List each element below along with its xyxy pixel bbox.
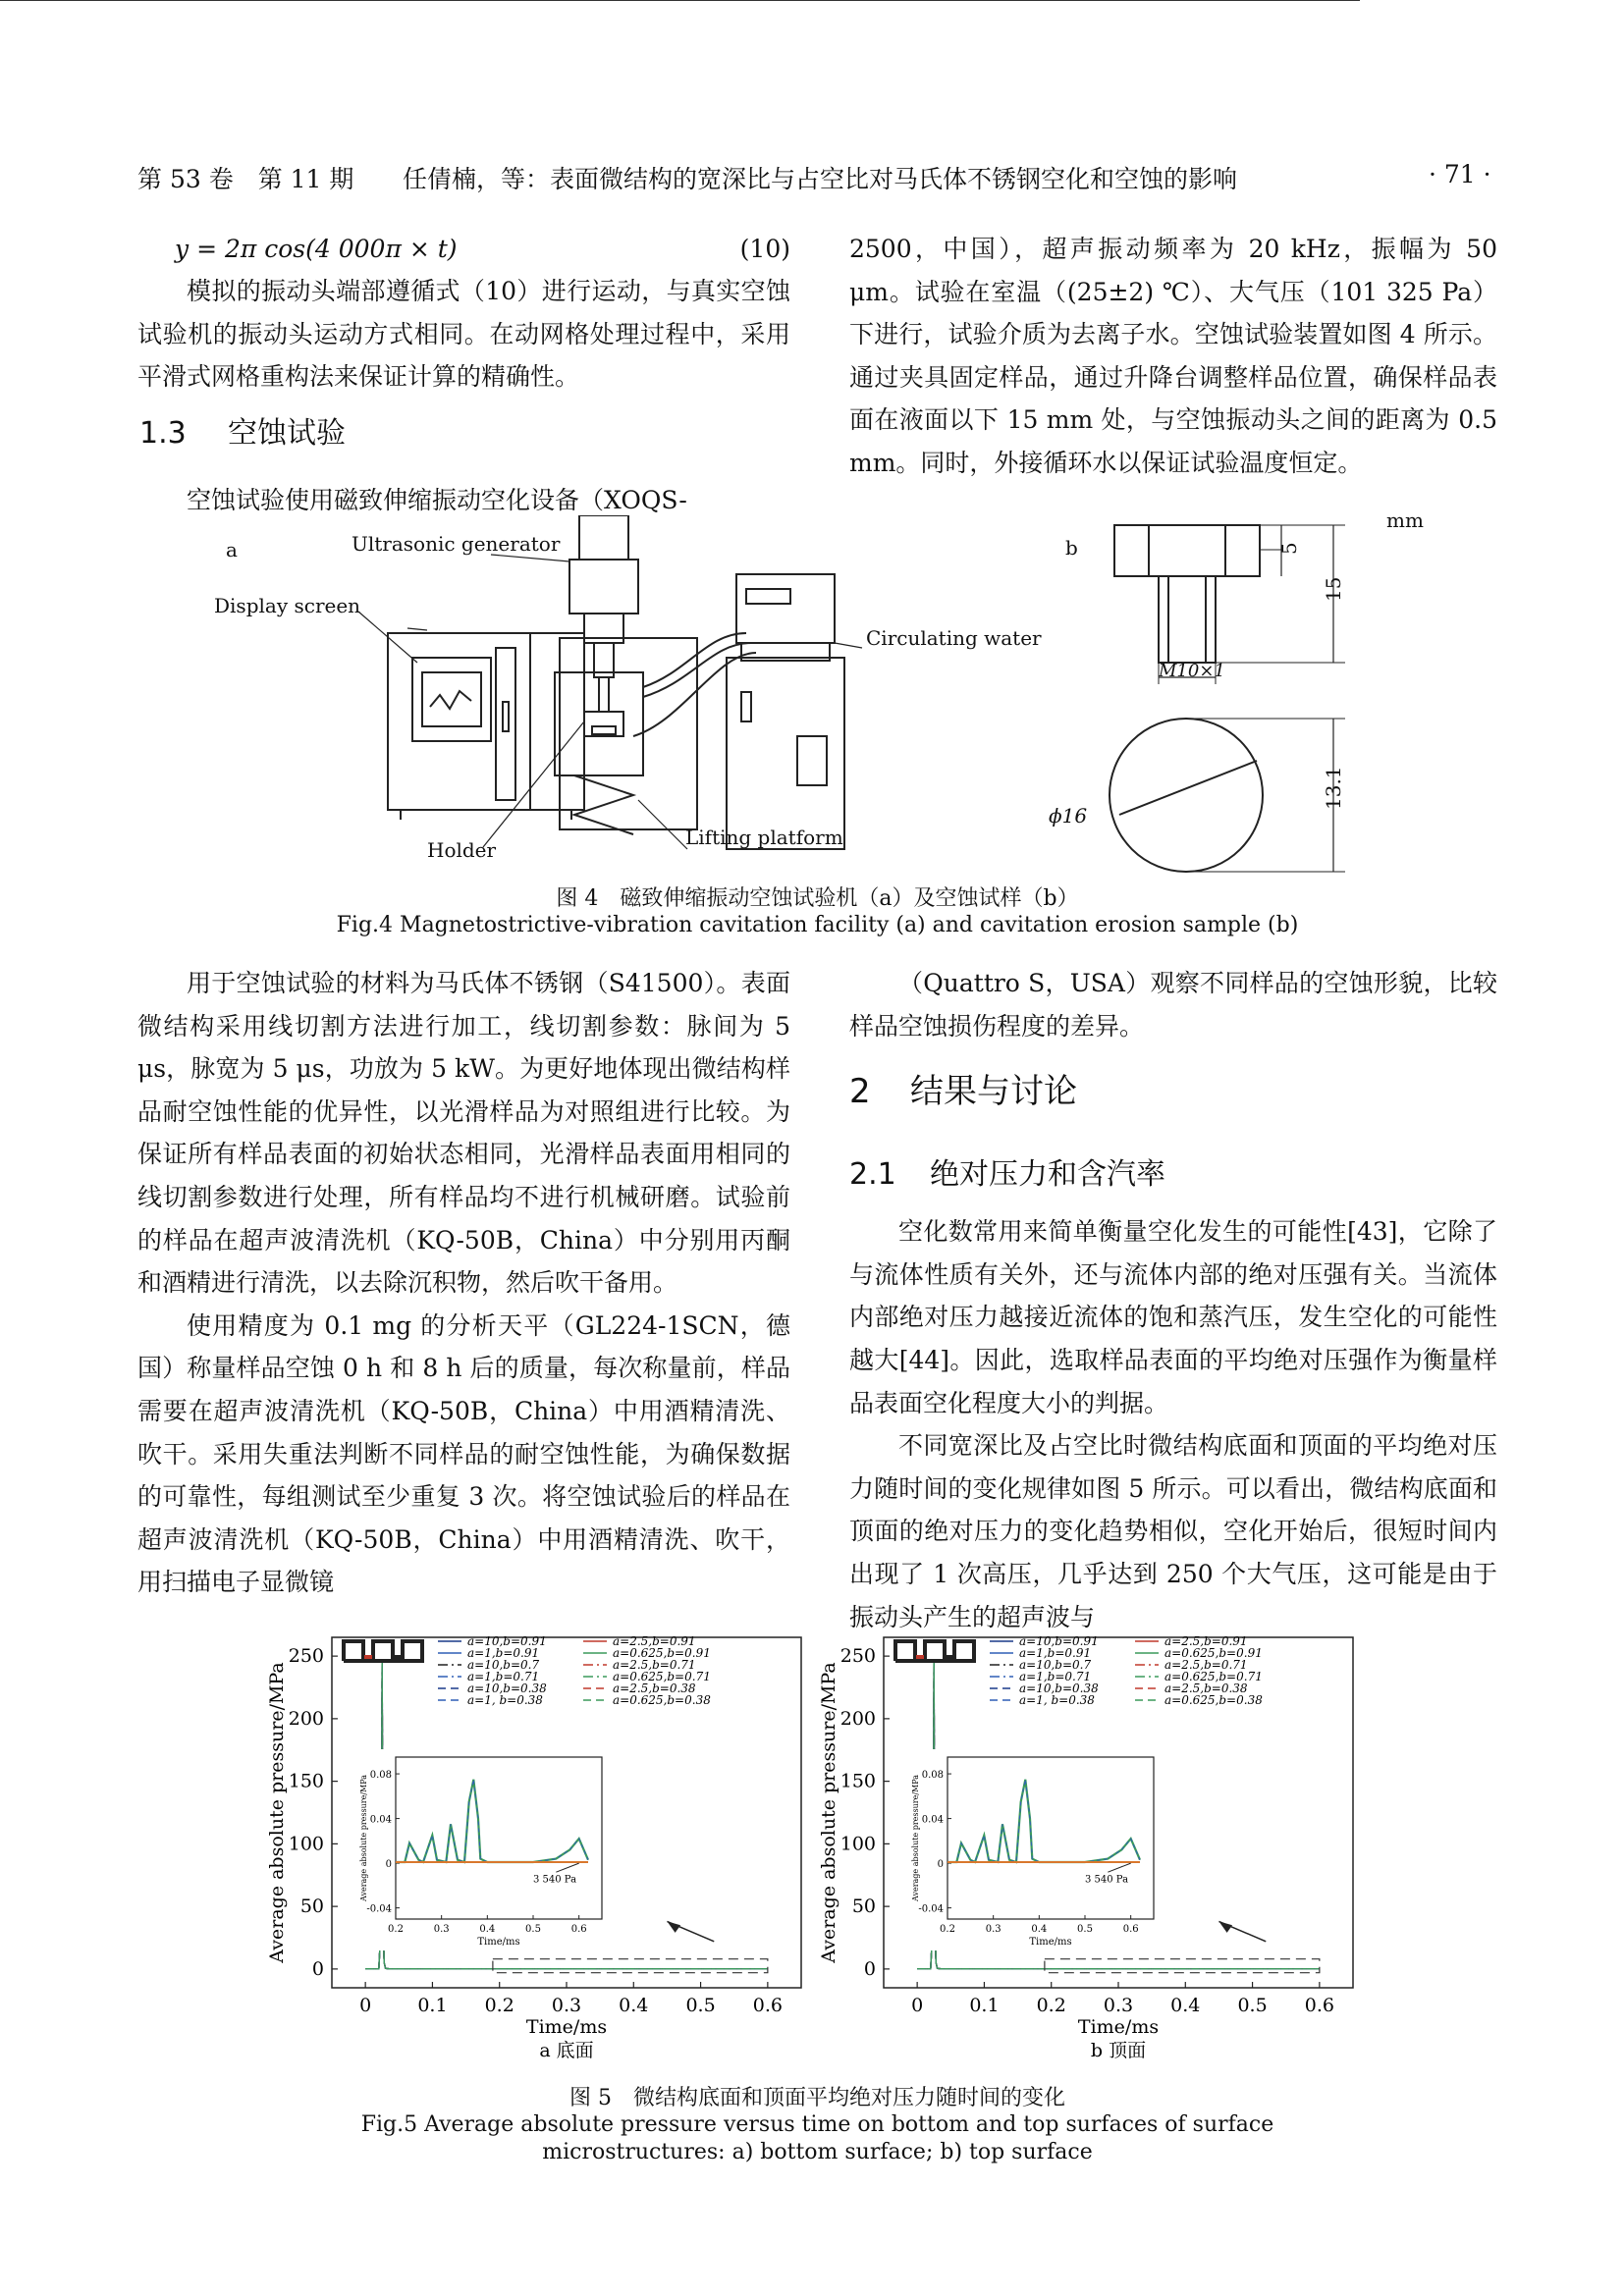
fig5b-chart (815, 1629, 1365, 2081)
chiller-display (746, 589, 790, 604)
x-tick-label: 0 (911, 1995, 924, 2016)
label-display: Display screen (214, 594, 361, 617)
label-lifting: Lifting platform (685, 826, 843, 849)
sample-thread (1159, 576, 1216, 663)
zoom-region-box (1045, 1959, 1320, 1973)
label-holder: Holder (427, 838, 497, 862)
journal-volume: 第 53 卷 第 11 期 (137, 165, 354, 193)
legend-label: a=10,b=0.7 (467, 1658, 540, 1672)
fig5-caption-cn: 图 5 微结构底面和顶面平均绝对压力随时间的变化 (569, 2086, 1065, 2110)
microstructure-icon (344, 1641, 422, 1661)
paragraph: 用于空蚀试验的材料为马氏体不锈钢（S41500）。表面微结构采用线切割方法进行加工，线切割参数：脉间为 5 μs，脉宽为 5 μs，功放为 5 kW。为更好地体现出微结构样品耐空蚀性能的优异性，以光滑样品为对照组进行比较。为保证所有样品表面的初始状态相同，光滑样品表面用相同的线切割参数进行处理，所有样品均不进行机械研磨。试验前的样品在超声波清洗机（KQ-50B，China）中分别用丙酮和酒精进行清洗，以去除沉积物，然后吹干备用。 (137, 969, 790, 1298)
subfigure-label: a 底面 (539, 2040, 594, 2061)
legend (990, 1634, 1263, 1707)
right-top-column (849, 228, 1497, 485)
inset-x-tick-label: 0.3 (985, 1924, 1001, 1935)
x-tick-label: 0.5 (685, 1995, 716, 2016)
inset-x-tick-label: 0.3 (433, 1924, 450, 1935)
page-number: · 71 · (1429, 160, 1491, 188)
x-tick-label: 0.4 (1170, 1995, 1201, 2016)
section-title: 绝对压力和含汽率 (930, 1157, 1165, 1193)
paragraph: 空蚀试验使用磁致伸缩振动空化设备（XOQS- (187, 485, 687, 514)
legend-label: a=0.625,b=0.38 (1164, 1693, 1263, 1707)
x-tick-label: 0.4 (619, 1995, 649, 2016)
section-heading-2-1 (849, 1138, 1497, 1210)
legend-label: a=0.625,b=0.71 (1164, 1670, 1263, 1683)
inset-frame (396, 1757, 602, 1919)
dim-5: 5 (1277, 542, 1301, 555)
microstructure-profile (895, 1641, 974, 1661)
y-tick-label: 150 (288, 1770, 324, 1792)
y-tick-label: 200 (839, 1707, 876, 1730)
legend-label: a=10,b=0.38 (467, 1682, 547, 1695)
inset-x-tick-label: 0.6 (1122, 1924, 1139, 1935)
inset-y-tick-label: 0.04 (921, 1814, 944, 1826)
inset-x-tick-label: 0.6 (570, 1924, 587, 1935)
probe (599, 677, 609, 712)
inset-frame (947, 1757, 1154, 1919)
y-tick-label: 50 (851, 1896, 876, 1918)
inset-y-axis-label: Average absolute pressure/MPa (359, 1775, 368, 1901)
legend-label: a=0.625,b=0.91 (1164, 1646, 1263, 1660)
y-tick-label: 100 (288, 1833, 324, 1855)
inset-x-tick-label: 0.4 (1031, 1924, 1048, 1935)
inset-x-tick-label: 0.2 (940, 1924, 955, 1935)
x-tick-label: 0 (359, 1995, 372, 2016)
left-bottom-column (137, 962, 790, 1604)
y-tick-label: 0 (863, 1957, 876, 1980)
inset-y-tick-label: 0.08 (369, 1770, 392, 1782)
inset-x-tick-label: 0.4 (479, 1924, 496, 1935)
legend-label: a=10,b=0.91 (1019, 1634, 1099, 1648)
zoom-arrow-head (1218, 1921, 1232, 1932)
inset-x-tick-label: 0.5 (1077, 1924, 1093, 1935)
y-tick-label: 50 (299, 1896, 324, 1918)
label-ultrasonic: Ultrasonic generator (352, 532, 561, 556)
dim-m10: M10×1 (1159, 661, 1225, 681)
inset-y-tick-label: 0 (385, 1859, 392, 1871)
legend-label: a=10,b=0.7 (1019, 1658, 1092, 1672)
y-tick-label: 250 (839, 1645, 876, 1668)
equation-text: y = 2π cos(4 000π × t) (175, 235, 458, 263)
y-tick-label: 100 (839, 1833, 876, 1855)
left-top-column (137, 228, 790, 521)
inset-y-tick-label: 0 (937, 1859, 944, 1871)
fig5-caption-en-1: Fig.5 Average absolute pressure versus time on bottom and top surfaces of surface (360, 2112, 1274, 2137)
legend-label: a=0.625,b=0.91 (613, 1646, 711, 1660)
running-title: 任倩楠，等：表面微结构的宽深比与占空比对马氏体不锈钢空化和空蚀的影响 (403, 165, 1238, 193)
fig4-caption-en: Fig.4 Magnetostrictive-vibration cavitation facility (a) and cavitation erosion sample (b) (336, 913, 1299, 937)
chiller-top (736, 574, 835, 643)
y-tick-label: 250 (288, 1645, 324, 1668)
legend-label: a=1, b=0.38 (467, 1693, 543, 1707)
zoom-arrow-head (667, 1921, 680, 1932)
paragraph: 使用精度为 0.1 mg 的分析天平（GL224-1SCN，德国）称量样品空蚀 0 h 和 8 h 后的质量，每次称量前，样品需要在超声波清洗机（KQ-50B，China）中用酒精清洗、吹干。采用失重法判断不同样品的耐空蚀性能，为确保数据的可靠性，每组测试至少重复 3 次。将空蚀试验后的样品在超声波清洗机（KQ-50B，China）中用酒精清洗、吹干，用扫描电子显微镜 (137, 1310, 790, 1597)
x-tick-label: 0.3 (551, 1995, 582, 2016)
dim-15: 15 (1322, 576, 1345, 602)
paragraph: 空化数常用来简单衡量空化发生的可能性[43]，它除了与流体性质有关外，还与流体内部的绝对压强有关。当流体内部绝对压力越接近流体的饱和蒸汽压，发生空化的可能性越大[44]。因此，选取样品表面的平均绝对压强作为衡量样品表面空化程度大小的判据。 (849, 1217, 1497, 1417)
section-number: 2.1 (849, 1157, 896, 1193)
inset-x-tick-label: 0.5 (525, 1924, 541, 1935)
section-heading-2 (849, 1047, 1497, 1138)
legend-label: a=2.5,b=0.71 (613, 1658, 696, 1672)
legend-label: a=1, b=0.38 (1019, 1693, 1095, 1707)
y-tick-label: 150 (839, 1770, 876, 1792)
inset-x-axis-label: Time/ms (477, 1937, 520, 1948)
section-title: 结果与讨论 (910, 1072, 1077, 1112)
legend-label: a=2.5,b=0.91 (1164, 1634, 1248, 1648)
legend-label: a=2.5,b=0.38 (613, 1682, 696, 1695)
y-axis-label: Average absolute pressure/MPa (818, 1662, 839, 1963)
y-tick-label: 0 (311, 1957, 324, 1980)
inset-annotation: 3 540 Pa (1085, 1874, 1129, 1886)
legend-label: a=10,b=0.91 (467, 1634, 547, 1648)
tank-frame (560, 638, 697, 829)
label-circulating: Circulating water (866, 626, 1042, 650)
microstructure-icon (895, 1641, 974, 1661)
inset-y-tick-label: 0.08 (921, 1770, 944, 1782)
inset-x-tick-label: 0.2 (388, 1924, 404, 1935)
inset-x-axis-label: Time/ms (1029, 1937, 1072, 1948)
x-tick-label: 0.2 (1036, 1995, 1066, 2016)
generator-top (579, 515, 628, 560)
holder-box (584, 712, 623, 736)
microstructure-profile (344, 1641, 422, 1661)
fig4b-label: b (1065, 536, 1078, 560)
fig5a-chart (263, 1629, 813, 2081)
display-screen-box (412, 658, 491, 741)
sample-top-view (1110, 719, 1263, 872)
section-heading-1-3 (137, 399, 790, 479)
legend-label: a=2.5,b=0.91 (613, 1634, 696, 1648)
paragraph: （Quattro S，USA）观察不同样品的空蚀形貌，比较样品空蚀损伤程度的差异。 (849, 969, 1497, 1041)
cabinet-panel (496, 648, 515, 800)
inset-y-tick-label: -0.04 (366, 1903, 392, 1915)
equation-number: (10) (739, 235, 790, 263)
legend-label: a=10,b=0.38 (1019, 1682, 1099, 1695)
right-bottom-column (849, 962, 1497, 1638)
x-tick-label: 0.6 (1304, 1995, 1334, 2016)
legend-label: a=0.625,b=0.71 (613, 1670, 711, 1683)
section-title: 空蚀试验 (228, 415, 346, 451)
ultrasonic-generator (569, 560, 638, 614)
y-tick-label: 200 (288, 1707, 324, 1730)
legend-label: a=1,b=0.71 (467, 1670, 540, 1683)
legend (438, 1634, 711, 1707)
equation-10 (137, 228, 790, 270)
paragraph: 不同宽深比及占空比时微结构底面和顶面的平均绝对压力随时间的变化规律如图 5 所示。可以看出，微结构底面和顶面的绝对压力的变化趋势相似，空化开始后，很短时间内出现了 1 次高压，几乎达到 250 个大气压，这可能是由于振动头产生的超声波与 (849, 1431, 1497, 1631)
paragraph: 模拟的振动头端部遵循式（10）进行运动，与真实空蚀试验机的振动头运动方式相同。在动网格处理过程中，采用平滑式网格重构法来保证计算的精确性。 (137, 277, 790, 392)
figure-4 (137, 515, 1502, 879)
inset-annotation: 3 540 Pa (533, 1874, 577, 1886)
x-tick-label: 0.5 (1237, 1995, 1268, 2016)
x-tick-label: 0.1 (417, 1995, 448, 2016)
x-tick-label: 0.2 (484, 1995, 514, 2016)
legend-label: a=0.625,b=0.38 (613, 1693, 711, 1707)
chiller-window (797, 736, 827, 785)
screen-wave (430, 691, 471, 709)
inset-y-axis-label: Average absolute pressure/MPa (911, 1775, 920, 1901)
fig4a-label: a (226, 538, 238, 561)
section-number: 1.3 (139, 415, 187, 451)
legend-label: a=1,b=0.91 (467, 1646, 540, 1660)
sample (592, 726, 616, 734)
section-number: 2 (849, 1072, 871, 1112)
legend-label: a=1,b=0.71 (1019, 1670, 1092, 1683)
legend-label: a=2.5,b=0.38 (1164, 1682, 1248, 1695)
x-axis-label: Time/ms (1077, 2016, 1160, 2038)
screen-inner (422, 672, 481, 726)
cabinet-handle (503, 702, 509, 731)
x-tick-label: 0.1 (969, 1995, 1000, 2016)
legend-label: a=1,b=0.91 (1019, 1646, 1092, 1660)
inset-y-tick-label: 0.04 (369, 1814, 392, 1826)
fig5-caption-en-2: microstructures: a) bottom surface; b) top surface (542, 2140, 1093, 2164)
tube-1 (643, 633, 746, 687)
dim-13-1: 13.1 (1322, 766, 1345, 810)
fig4-caption-cn: 图 4 磁致伸缩振动空蚀试验机（a）及空蚀试样（b） (556, 886, 1079, 911)
x-axis-label: Time/ms (525, 2016, 608, 2038)
cabinet-door (530, 633, 584, 810)
sample-head (1114, 525, 1260, 576)
chiller-handle (741, 692, 751, 721)
dim-phi16: ϕ16 (1049, 804, 1088, 828)
legend-label: a=2.5,b=0.71 (1164, 1658, 1248, 1672)
zoom-region-box (493, 1959, 768, 1973)
inset-y-tick-label: -0.04 (918, 1903, 944, 1915)
unit-mm: mm (1386, 515, 1424, 532)
y-axis-label: Average absolute pressure/MPa (266, 1662, 288, 1963)
x-tick-label: 0.3 (1103, 1995, 1134, 2016)
header-rule (0, 0, 1360, 1)
x-tick-label: 0.6 (752, 1995, 783, 2016)
subfigure-label: b 顶面 (1090, 2040, 1147, 2061)
paragraph: 2500，中国），超声振动频率为 20 kHz，振幅为 50 μm。试验在室温（(25±2) ℃）、大气压（101 325 Pa）下进行，试验介质为去离子水。空蚀试验装置如图 4 所示。通过夹具固定样品，通过升降台调整样品位置，确保样品表面在液面以下 15 mm 处，与空蚀振动头之间的距离为 0.5 mm。同时，外接循环水以保证试验温度恒定。 (849, 235, 1497, 477)
